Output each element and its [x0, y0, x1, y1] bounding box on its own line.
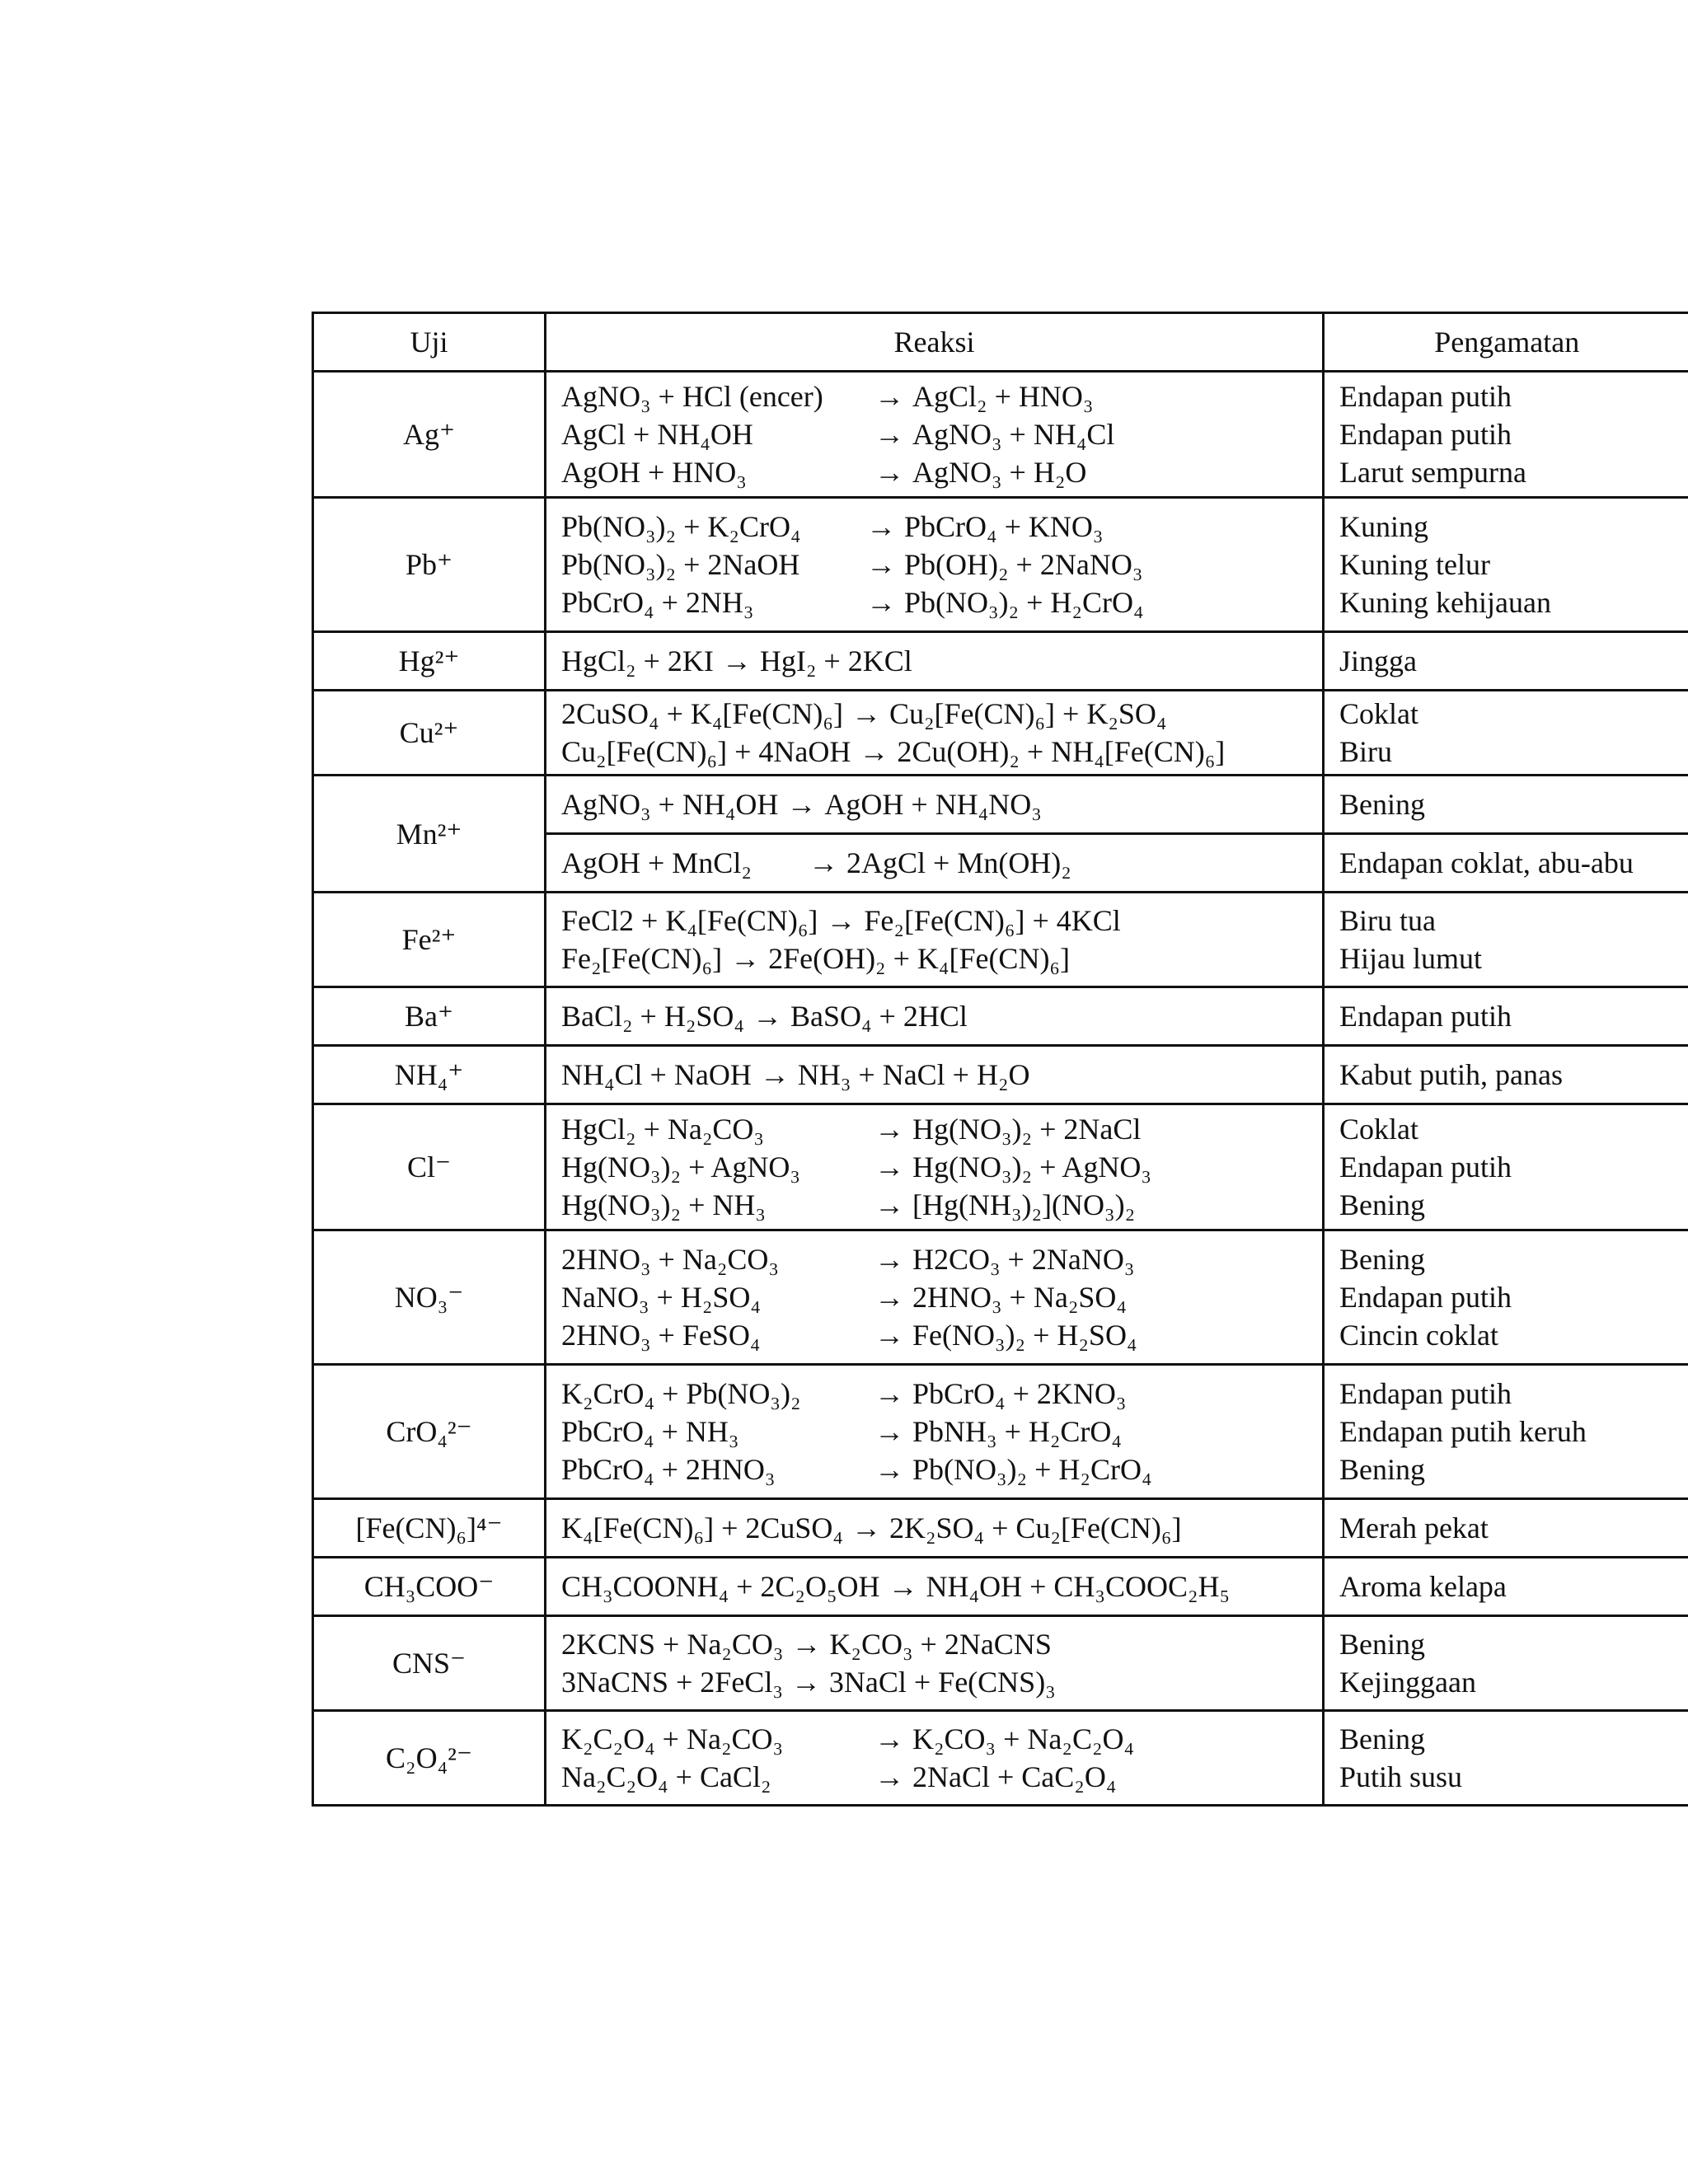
observation-cell: [1324, 498, 1688, 632]
table-row: [313, 1046, 1688, 1104]
ion-cell: NH₄⁺: [313, 1046, 546, 1104]
header-uji: Uji: [313, 313, 546, 372]
ion-cell: Cu²⁺: [313, 691, 546, 776]
table-row: [313, 632, 1688, 691]
observation-line: Aroma kelapa: [1339, 1570, 1507, 1603]
reaction-cell: [546, 1616, 1324, 1711]
observation-line: Bening: [1339, 1628, 1425, 1661]
observation-line: Kuning: [1339, 510, 1428, 543]
reaction-cell: [546, 1711, 1324, 1806]
observation-cell: [1324, 1046, 1688, 1104]
reaction-line: FeCl2 + K₄[Fe(CN)₆] → Fe₂[Fe(CN)₆] + 4KCl: [561, 904, 1121, 937]
table-row: [313, 1616, 1688, 1711]
reaction-cell: [546, 1558, 1324, 1616]
observation-cell: [1324, 372, 1688, 498]
observation-line: Bening: [1339, 1453, 1425, 1486]
ion-cell: Mn²⁺: [313, 776, 546, 893]
table-row: [313, 987, 1688, 1046]
observation-cell: [1324, 632, 1688, 691]
reaction-cell: [546, 1499, 1324, 1558]
observation-line: Endapan putih: [1339, 1000, 1512, 1033]
reaction-line: 2HNO₃ + FeSO₄ → Fe(NO₃)₂ + H₂SO₄: [561, 1319, 1137, 1352]
observation-line: Biru tua: [1339, 904, 1436, 937]
observation-cell: [1324, 987, 1688, 1046]
observation-line: Bening: [1339, 1722, 1425, 1755]
observation-line: Endapan putih: [1339, 1377, 1512, 1410]
reaction-cell: [546, 776, 1324, 834]
reaction-line: Fe₂[Fe(CN)₆] → 2Fe(OH)₂ + K₄[Fe(CN)₆]: [561, 942, 1070, 975]
table-row: [313, 893, 1688, 987]
reaction-line: CH₃COONH₄ + 2C₂O₅OH → NH₄OH + CH₃COOC₂H₅: [561, 1570, 1231, 1603]
reaction-line: Pb(NO₃)₂ + 2NaOH → Pb(OH)₂ + 2NaNO₃: [561, 548, 1143, 581]
ion-cell: Ba⁺: [313, 987, 546, 1046]
observation-cell: [1324, 1104, 1688, 1230]
reaction-line: AgOH + HNO₃ → AgNO₃ + H₂O: [561, 456, 1087, 489]
observation-line: Endapan putih keruh: [1339, 1415, 1587, 1448]
observation-line: Bening: [1339, 788, 1425, 821]
observation-cell: [1324, 893, 1688, 987]
reaction-cell: [546, 1046, 1324, 1104]
reaction-line: NH₄Cl + NaOH → NH₃ + NaCl + H₂O: [561, 1058, 1030, 1091]
ion-cell: Cl⁻: [313, 1104, 546, 1230]
observation-cell: [1324, 691, 1688, 776]
reaction-table: [312, 312, 1688, 1807]
reaction-line: K₂C₂O₄ + Na₂CO₃ → K₂CO₃ + Na₂C₂O₄: [561, 1722, 1135, 1755]
table-row: [313, 498, 1688, 632]
ion-cell: Pb⁺: [313, 498, 546, 632]
ion-cell: [Fe(CN)₆]⁴⁻: [313, 1499, 546, 1558]
reaction-line: K₄[Fe(CN)₆] + 2CuSO₄ → 2K₂SO₄ + Cu₂[Fe(CN)₆]: [561, 1511, 1182, 1544]
observation-cell: [1324, 834, 1688, 893]
ion-cell: Hg²⁺: [313, 632, 546, 691]
observation-line: Endapan putih: [1339, 1151, 1512, 1183]
reaction-cell: [546, 1365, 1324, 1499]
observation-line: Jingga: [1339, 644, 1417, 677]
table-row: [313, 372, 1688, 498]
observation-cell: [1324, 1365, 1688, 1499]
reaction-line: AgNO₃ + NH₄OH → AgOH + NH₄NO₃: [561, 788, 1042, 821]
observation-line: Larut sempurna: [1339, 456, 1526, 489]
reaction-cell: [546, 1230, 1324, 1365]
observation-line: Endapan coklat, abu-abu: [1339, 846, 1634, 879]
reaction-line: AgOH + MnCl₂ → 2AgCl + Mn(OH)₂: [561, 846, 1071, 879]
observation-line: Endapan putih: [1339, 1281, 1512, 1314]
table-row: [313, 691, 1688, 776]
observation-line: Bening: [1339, 1243, 1425, 1276]
reaction-line: NaNO₃ + H₂SO₄ → 2HNO₃ + Na₂SO₄: [561, 1281, 1127, 1314]
table-row: [313, 1104, 1688, 1230]
reaction-cell: [546, 893, 1324, 987]
reaction-line: 2CuSO₄ + K₄[Fe(CN)₆] → Cu₂[Fe(CN)₆] + K₂SO₄: [561, 697, 1167, 730]
observation-cell: [1324, 1558, 1688, 1616]
observation-line: Putih susu: [1339, 1760, 1463, 1793]
reaction-line: PbCrO₄ + 2NH₃ → Pb(NO₃)₂ + H₂CrO₄: [561, 586, 1144, 619]
header-reaksi: Reaksi: [546, 313, 1324, 372]
reaction-line: Hg(NO₃)₂ + AgNO₃ → Hg(NO₃)₂ + AgNO₃: [561, 1151, 1151, 1183]
reaction-line: K₂CrO₄ + Pb(NO₃)₂ → PbCrO₄ + 2KNO₃: [561, 1377, 1127, 1410]
observation-line: Kuning telur: [1339, 548, 1490, 581]
observation-line: Kabut putih, panas: [1339, 1058, 1563, 1091]
observation-cell: [1324, 1499, 1688, 1558]
reaction-line: PbCrO₄ + 2HNO₃ → Pb(NO₃)₂ + H₂CrO₄: [561, 1453, 1152, 1486]
reaction-line: Pb(NO₃)₂ + K₂CrO₄ → PbCrO₄ + KNO₃: [561, 510, 1104, 543]
header-row: [313, 313, 1688, 372]
observation-cell: [1324, 1616, 1688, 1711]
table-row: [313, 776, 1688, 834]
ion-cell: C₂O₄²⁻: [313, 1711, 546, 1806]
observation-line: Kejinggaan: [1339, 1666, 1476, 1699]
reaction-line: HgCl₂ + 2KI → HgI₂ + 2KCl: [561, 644, 912, 677]
observation-line: Cincin coklat: [1339, 1319, 1498, 1352]
reaction-cell: [546, 372, 1324, 498]
observation-line: Endapan putih: [1339, 418, 1512, 451]
reaction-line: 2HNO₃ + Na₂CO₃ → H2CO₃ + 2NaNO₃: [561, 1243, 1135, 1276]
reaction-line: AgNO₃ + HCl (encer) → AgCl₂ + HNO₃: [561, 380, 1094, 413]
header-pengamatan: Pengamatan: [1324, 313, 1688, 372]
observation-line: Kuning kehijauan: [1339, 586, 1551, 619]
table-row: [313, 1711, 1688, 1806]
ion-cell: CrO₄²⁻: [313, 1365, 546, 1499]
table-row: [313, 1499, 1688, 1558]
observation-line: Coklat: [1339, 697, 1418, 730]
observation-line: Merah pekat: [1339, 1511, 1489, 1544]
reaction-line: BaCl₂ + H₂SO₄ → BaSO₄ + 2HCl: [561, 1000, 968, 1033]
observation-line: Endapan putih: [1339, 380, 1512, 413]
reaction-line: PbCrO₄ + NH₃ → PbNH₃ + H₂CrO₄: [561, 1415, 1122, 1448]
ion-cell: CNS⁻: [313, 1616, 546, 1711]
reaction-line: Na₂C₂O₄ + CaCl₂ → 2NaCl + CaC₂O₄: [561, 1760, 1117, 1793]
observation-line: Coklat: [1339, 1113, 1418, 1146]
observation-cell: [1324, 1230, 1688, 1365]
observation-line: Biru: [1339, 735, 1393, 768]
reaction-line: HgCl₂ + Na₂CO₃ → Hg(NO₃)₂ + 2NaCl: [561, 1113, 1142, 1146]
reaction-cell: [546, 834, 1324, 893]
table-row: [313, 1230, 1688, 1365]
table-row: [313, 1558, 1688, 1616]
table-row: [313, 1365, 1688, 1499]
reaction-cell: [546, 498, 1324, 632]
reaction-line: AgCl + NH₄OH → AgNO₃ + NH₄Cl: [561, 418, 1115, 451]
observation-line: Hijau lumut: [1339, 942, 1482, 975]
ion-cell: NO₃⁻: [313, 1230, 546, 1365]
ion-cell: CH₃COO⁻: [313, 1558, 546, 1616]
reaction-line: Hg(NO₃)₂ + NH₃ → [Hg(NH₃)₂](NO₃)₂: [561, 1188, 1136, 1221]
observation-line: Bening: [1339, 1188, 1425, 1221]
reaction-line: 3NaCNS + 2FeCl₃ → 3NaCl + Fe(CNS)₃: [561, 1666, 1056, 1699]
observation-cell: [1324, 1711, 1688, 1806]
reaction-cell: [546, 632, 1324, 691]
reaction-line: 2KCNS + Na₂CO₃ → K₂CO₃ + 2NaCNS: [561, 1628, 1052, 1661]
observation-cell: [1324, 776, 1688, 834]
reaction-cell: [546, 691, 1324, 776]
ion-cell: Fe²⁺: [313, 893, 546, 987]
reaction-cell: [546, 1104, 1324, 1230]
ion-cell: Ag⁺: [313, 372, 546, 498]
reaction-line: Cu₂[Fe(CN)₆] + 4NaOH → 2Cu(OH)₂ + NH₄[Fe(CN)₆]: [561, 735, 1226, 768]
reaction-cell: [546, 987, 1324, 1046]
